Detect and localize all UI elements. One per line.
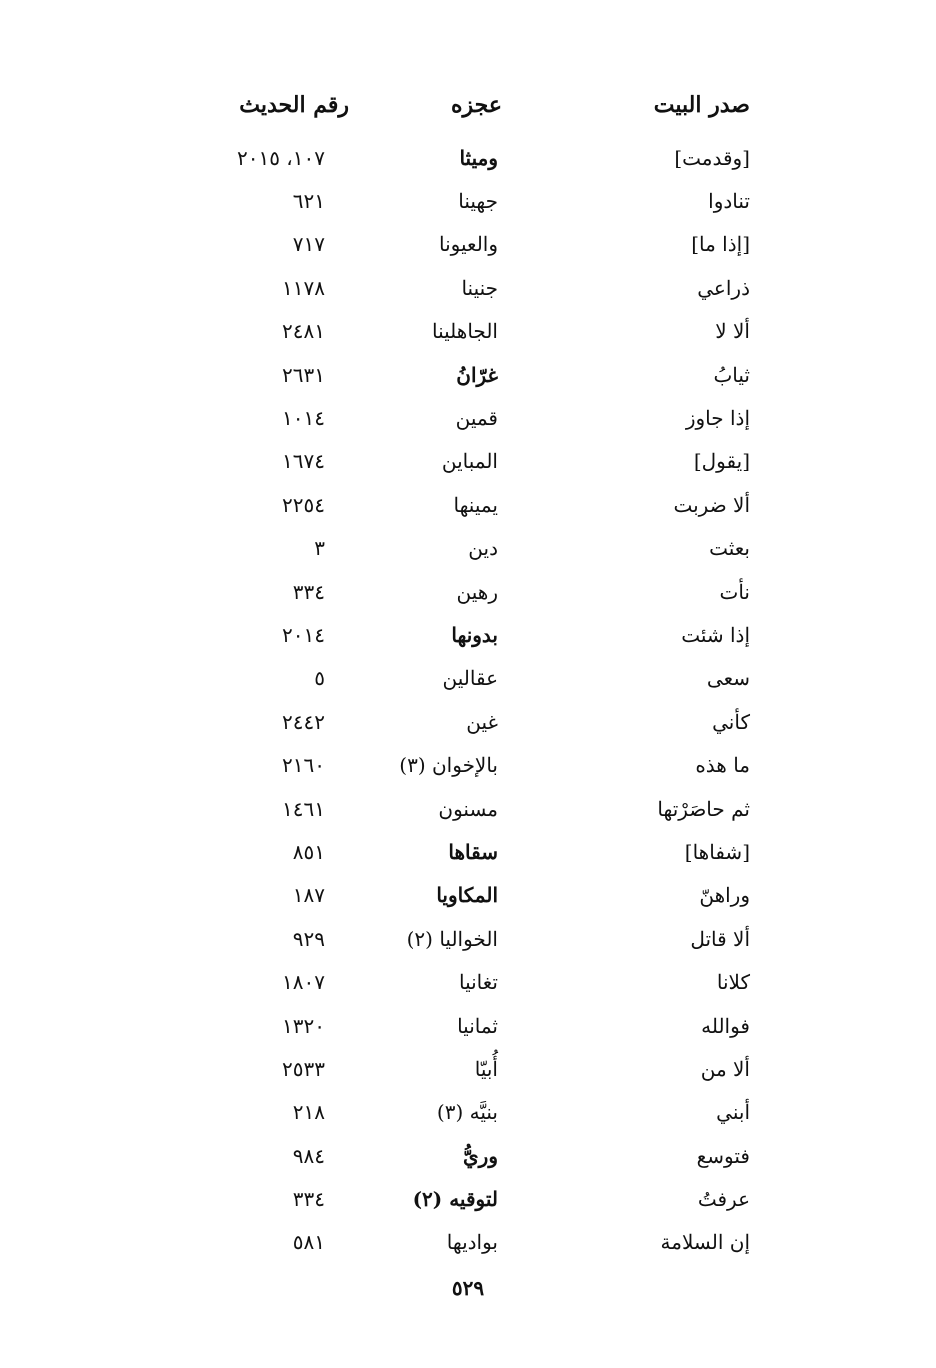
table-body (200, 136, 760, 1264)
hadith-number-cell: ٣٣٤ (292, 1187, 325, 1212)
table-row (200, 1221, 760, 1264)
verse-end-cell: يمينها (453, 492, 498, 517)
hadith-number-cell: ٢١٦٠ (282, 753, 325, 778)
hadith-number-cell: ٨٥١ (292, 839, 325, 864)
table-row (200, 440, 760, 483)
header-first-hemistich: صدر البيت (653, 92, 750, 118)
header-second-hemistich: عجزه (451, 92, 502, 118)
hadith-number-cell: ٢٢٥٤ (282, 492, 325, 517)
table-row (200, 874, 760, 917)
verse-start-cell: نأت (719, 579, 750, 604)
verse-start-cell: تنادوا (708, 189, 750, 214)
table-row (200, 266, 760, 309)
verse-end-cell: بدونها (451, 622, 498, 647)
hadith-number-cell: ٢٦٣١ (282, 362, 325, 387)
table-header (200, 82, 760, 128)
table-row (200, 223, 760, 266)
verse-start-cell: ألا ضربت (673, 492, 750, 517)
verse-start-cell: ذراعي (697, 275, 750, 300)
hadith-number-cell: ٥٨١ (292, 1230, 325, 1255)
table-row (200, 1004, 760, 1047)
table-row (200, 353, 760, 396)
verse-start-cell: ألا قاتل (690, 926, 750, 951)
verse-end-cell: بواديها (446, 1230, 498, 1255)
verse-end-cell: تغانيا (458, 970, 498, 995)
hadith-number-cell: ٢٥٣٣ (282, 1056, 325, 1081)
verse-end-cell: وريُّ (463, 1143, 498, 1168)
verse-index-table (200, 82, 760, 1264)
table-row (200, 1047, 760, 1090)
hadith-number-cell: ٣٣٤ (292, 579, 325, 604)
verse-end-cell: الخواليا (٢) (406, 926, 498, 951)
verse-start-cell: ألا لا (715, 319, 750, 344)
hadith-number-cell: ١٨٧ (292, 883, 325, 908)
hadith-number-cell: ٩٨٤ (292, 1143, 325, 1168)
verse-end-cell: مسنون (438, 796, 498, 821)
verse-end-cell: دين (468, 536, 498, 561)
table-row (200, 787, 760, 830)
table-row (200, 527, 760, 570)
verse-end-cell: سقاها (448, 839, 498, 864)
verse-end-cell: غرّانُ (456, 362, 498, 387)
table-row (200, 570, 760, 613)
table-row (200, 1091, 760, 1134)
verse-start-cell: عرفتُ (697, 1187, 750, 1212)
hadith-number-cell: ١٠١٤ (282, 406, 325, 431)
verse-start-cell: كلانا (716, 970, 750, 995)
verse-end-cell: جهينا (458, 189, 498, 214)
verse-start-cell: ما هذه (695, 753, 750, 778)
verse-start-cell: ثم حاصَرْتها (657, 796, 750, 821)
verse-end-cell: رهين (456, 579, 498, 604)
verse-start-cell: ألا من (700, 1056, 750, 1081)
table-row (200, 1177, 760, 1220)
verse-end-cell: وميثا (459, 145, 498, 170)
hadith-number-cell: ١٠٧، ٢٠١٥ (236, 145, 325, 170)
hadith-number-cell: ٢١٨ (292, 1100, 325, 1125)
verse-start-cell: [وقدمت] (674, 145, 750, 170)
verse-start-cell: بعثت (709, 536, 750, 561)
table-row (200, 960, 760, 1003)
verse-end-cell: ثمانيا (457, 1013, 498, 1038)
hadith-number-cell: ٩٢٩ (292, 926, 325, 951)
table-row (200, 743, 760, 786)
verse-end-cell: عقالين (442, 666, 498, 691)
header-hadith-number: رقم الحديث (239, 92, 349, 118)
table-row (200, 700, 760, 743)
hadith-number-cell: ٧١٧ (292, 232, 325, 257)
verse-start-cell: أبني (716, 1100, 750, 1125)
verse-start-cell: فوالله (701, 1013, 750, 1038)
verse-end-cell: بالإخوان (٣) (399, 753, 498, 778)
verse-start-cell: وراهنّ (699, 883, 750, 908)
hadith-number-cell: ٦٢١ (292, 189, 325, 214)
hadith-number-cell: ٢٤٤٢ (282, 709, 325, 734)
hadith-number-cell: ١٦٧٤ (282, 449, 325, 474)
table-row (200, 179, 760, 222)
verse-end-cell: لتوقيه (٢) (412, 1187, 498, 1212)
table-row (200, 483, 760, 526)
page-number: ٥٢٩ (451, 1276, 485, 1300)
table-row (200, 1134, 760, 1177)
table-row (200, 613, 760, 656)
verse-end-cell: بنيَّه (٣) (436, 1100, 498, 1125)
table-row (200, 310, 760, 353)
table-row (200, 396, 760, 439)
hadith-number-cell: ٢٠١٤ (282, 622, 325, 647)
table-row (200, 136, 760, 179)
verse-start-cell: إن السلامة (660, 1230, 750, 1255)
hadith-number-cell: ١٤٦١ (282, 796, 325, 821)
hadith-number-cell: ١١٧٨ (282, 275, 325, 300)
verse-end-cell: أُبيّا (474, 1056, 498, 1081)
verse-end-cell: والعيونا (439, 232, 498, 257)
verse-start-cell: ثيابُ (713, 362, 750, 387)
hadith-number-cell: ٢٤٨١ (282, 319, 325, 344)
verse-end-cell: الجاهلينا (432, 319, 498, 344)
verse-start-cell: [إذا ما] (691, 232, 750, 257)
hadith-number-cell: ١٨٠٧ (282, 970, 325, 995)
verse-end-cell: غين (466, 709, 498, 734)
verse-end-cell: جنينا (461, 275, 498, 300)
verse-end-cell: المباين (441, 449, 498, 474)
hadith-number-cell: ٣ (314, 536, 325, 561)
verse-start-cell: سعى (706, 666, 750, 691)
hadith-number-cell: ١٣٢٠ (282, 1013, 325, 1038)
verse-end-cell: المكاويا (436, 883, 498, 908)
hadith-number-cell: ٥ (314, 666, 325, 691)
table-row (200, 657, 760, 700)
verse-start-cell: [يقول] (693, 449, 750, 474)
table-row (200, 917, 760, 960)
verse-start-cell: إذا جاوز (685, 406, 750, 431)
verse-end-cell: قمين (455, 406, 498, 431)
table-row (200, 830, 760, 873)
verse-start-cell: [شفاها] (684, 839, 750, 864)
verse-start-cell: كأني (712, 709, 750, 734)
verse-start-cell: إذا شئت (681, 622, 750, 647)
verse-start-cell: فتوسع (696, 1143, 750, 1168)
